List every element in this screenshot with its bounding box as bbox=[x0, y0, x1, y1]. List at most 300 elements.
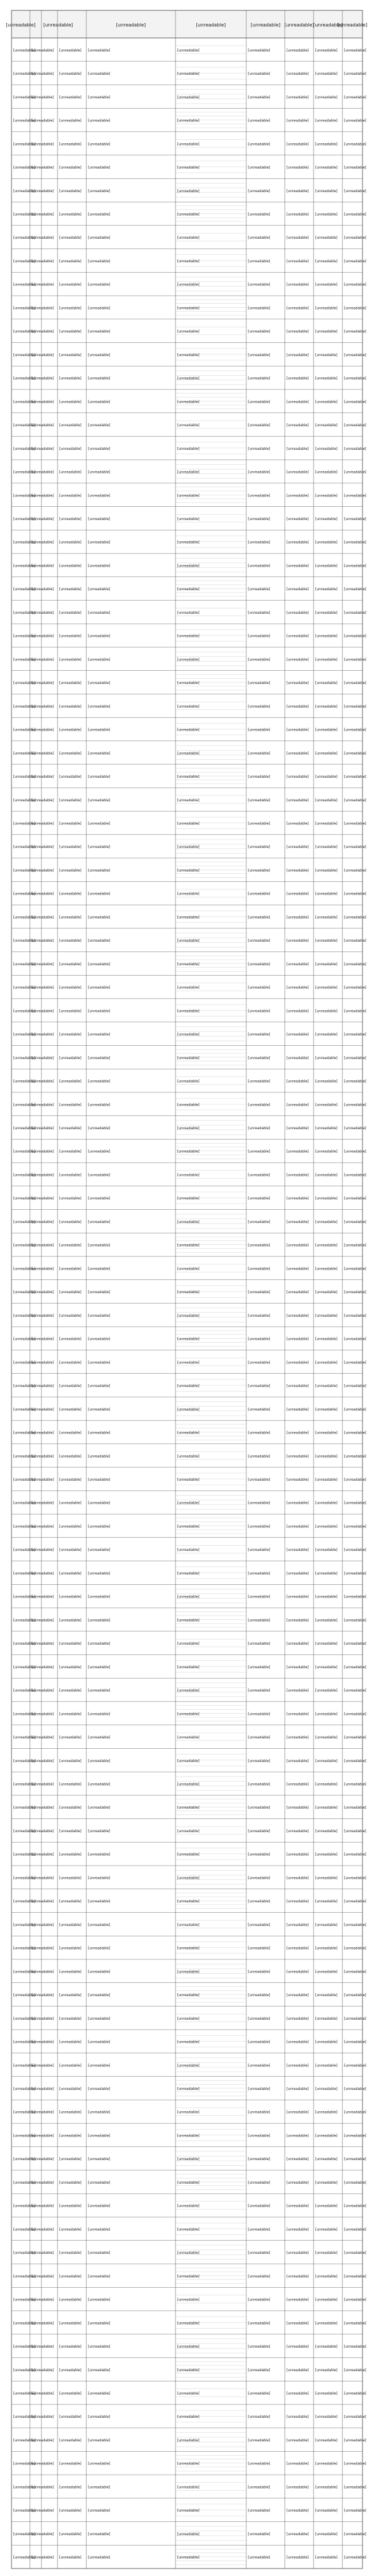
table-cell: [unreadable] bbox=[13, 775, 36, 779]
table-cell: [unreadable] bbox=[315, 1337, 338, 1341]
table-cell: [unreadable] bbox=[344, 446, 367, 451]
table-cell: [unreadable] bbox=[248, 2555, 270, 2560]
table-cell: [unreadable] bbox=[315, 1173, 338, 1178]
table-cell: [unreadable] bbox=[88, 2110, 110, 2115]
table-cell: [unreadable] bbox=[13, 1736, 36, 1740]
table-cell: [unreadable] bbox=[287, 1993, 309, 1998]
table-cell: [unreadable] bbox=[315, 494, 338, 498]
table-cell: [unreadable] bbox=[59, 634, 82, 639]
table-cell: [unreadable] bbox=[59, 564, 82, 568]
table-cell: [unreadable] bbox=[344, 1946, 367, 1951]
table-cell: [unreadable] bbox=[177, 330, 200, 334]
table-cell: [unreadable] bbox=[88, 517, 110, 521]
table-cell: [unreadable] bbox=[88, 845, 110, 850]
table-cell: [unreadable] bbox=[287, 939, 309, 943]
table-cell: [unreadable] bbox=[344, 610, 367, 615]
table-cell: [unreadable] bbox=[32, 1079, 54, 1084]
table-cell: [unreadable] bbox=[13, 1665, 36, 1669]
table-cell: [unreadable] bbox=[177, 48, 200, 53]
table-cell: [unreadable] bbox=[32, 1665, 54, 1669]
table-cell: [unreadable] bbox=[32, 1829, 54, 1833]
table-cell: [unreadable] bbox=[287, 1736, 309, 1740]
table-cell: [unreadable] bbox=[315, 212, 338, 217]
table-cell: [unreadable] bbox=[287, 2251, 309, 2256]
table-cell: [unreadable] bbox=[32, 517, 54, 521]
table-cell: [unreadable] bbox=[248, 2391, 270, 2396]
table-cell: [unreadable] bbox=[88, 119, 110, 123]
table-cell: [unreadable] bbox=[344, 1431, 367, 1435]
table-cell: [unreadable] bbox=[248, 236, 270, 240]
table-cell: [unreadable] bbox=[177, 259, 200, 263]
table-cell: [unreadable] bbox=[88, 2180, 110, 2185]
table-cell: [unreadable] bbox=[32, 704, 54, 709]
table-cell: [unreadable] bbox=[13, 2321, 36, 2326]
table-cell: [unreadable] bbox=[315, 1501, 338, 1505]
table-cell: [unreadable] bbox=[177, 1782, 200, 1787]
table-cell: [unreadable] bbox=[344, 376, 367, 381]
table-cell: [unreadable] bbox=[287, 2485, 309, 2490]
table-cell: [unreadable] bbox=[248, 1407, 270, 1412]
table-cell: [unreadable] bbox=[13, 494, 36, 498]
table-cell: [unreadable] bbox=[88, 2462, 110, 2466]
table-cell: [unreadable] bbox=[13, 423, 36, 428]
table-cell: [unreadable] bbox=[32, 1103, 54, 1107]
table-cell: [unreadable] bbox=[13, 376, 36, 381]
table-cell: [unreadable] bbox=[177, 1970, 200, 1974]
table-cell: [unreadable] bbox=[59, 1103, 82, 1107]
table-cell: [unreadable] bbox=[59, 1571, 82, 1576]
table-cell: [unreadable] bbox=[344, 330, 367, 334]
table-cell: [unreadable] bbox=[59, 1806, 82, 1810]
table-cell: [unreadable] bbox=[88, 1407, 110, 1412]
table-cell: [unreadable] bbox=[248, 2298, 270, 2302]
table-cell: [unreadable] bbox=[287, 1477, 309, 1482]
table-cell: [unreadable] bbox=[59, 2485, 82, 2490]
table-cell: [unreadable] bbox=[287, 845, 309, 850]
table-cell: [unreadable] bbox=[32, 915, 54, 920]
table-cell: [unreadable] bbox=[88, 1360, 110, 1365]
table-cell: [unreadable] bbox=[177, 610, 200, 615]
table-cell: [unreadable] bbox=[287, 1642, 309, 1646]
table-cell: [unreadable] bbox=[248, 1829, 270, 1833]
table-cell: [unreadable] bbox=[344, 1782, 367, 1787]
table-cell: [unreadable] bbox=[287, 330, 309, 334]
table-cell: [unreadable] bbox=[287, 2321, 309, 2326]
table-cell: [unreadable] bbox=[344, 2438, 367, 2443]
table-cell: [unreadable] bbox=[315, 1595, 338, 1599]
table-cell: [unreadable] bbox=[32, 798, 54, 802]
table-cell: [unreadable] bbox=[248, 892, 270, 896]
table-cell: [unreadable] bbox=[32, 1033, 54, 1037]
table-cell: [unreadable] bbox=[32, 212, 54, 217]
table-cell: [unreadable] bbox=[59, 1033, 82, 1037]
table-cell: [unreadable] bbox=[248, 1149, 270, 1154]
table-cell: [unreadable] bbox=[88, 1736, 110, 1740]
table-cell: [unreadable] bbox=[248, 1548, 270, 1553]
table-cell: [unreadable] bbox=[88, 470, 110, 475]
table-cell: [unreadable] bbox=[287, 1595, 309, 1599]
table-cell: [unreadable] bbox=[88, 259, 110, 263]
table-cell: [unreadable] bbox=[248, 728, 270, 732]
table-cell: [unreadable] bbox=[344, 1173, 367, 1178]
table-cell: [unreadable] bbox=[248, 470, 270, 475]
table-cell: [unreadable] bbox=[315, 353, 338, 357]
table-cell: [unreadable] bbox=[344, 985, 367, 990]
table-cell: [unreadable] bbox=[32, 845, 54, 850]
table-cell: [unreadable] bbox=[315, 1290, 338, 1295]
table-cell: [unreadable] bbox=[59, 775, 82, 779]
table-cell: [unreadable] bbox=[13, 1899, 36, 1904]
table-cell: [unreadable] bbox=[315, 470, 338, 475]
table-cell: [unreadable] bbox=[177, 446, 200, 451]
table-cell: [unreadable] bbox=[287, 868, 309, 873]
table-cell: [unreadable] bbox=[13, 1923, 36, 1927]
table-cell: [unreadable] bbox=[344, 423, 367, 428]
table-cell: [unreadable] bbox=[287, 798, 309, 802]
table-cell: [unreadable] bbox=[315, 962, 338, 966]
table-cell: [unreadable] bbox=[315, 119, 338, 123]
table-cell: [unreadable] bbox=[315, 1126, 338, 1131]
table-cell: [unreadable] bbox=[177, 2204, 200, 2208]
table-cell: [unreadable] bbox=[88, 564, 110, 568]
table-cell: [unreadable] bbox=[59, 446, 82, 451]
table-cell: [unreadable] bbox=[13, 306, 36, 311]
table-cell: [unreadable] bbox=[315, 1267, 338, 1271]
table-cell: [unreadable] bbox=[315, 1477, 338, 1482]
table-cell: [unreadable] bbox=[177, 540, 200, 545]
table-cell: [unreadable] bbox=[88, 1782, 110, 1787]
table-cell: [unreadable] bbox=[248, 1313, 270, 1318]
table-cell: [unreadable] bbox=[13, 470, 36, 475]
table-cell: [unreadable] bbox=[32, 72, 54, 77]
table-cell: [unreadable] bbox=[32, 2555, 54, 2560]
table-cell: [unreadable] bbox=[177, 400, 200, 404]
table-cell: [unreadable] bbox=[13, 1501, 36, 1505]
table-cell: [unreadable] bbox=[59, 2321, 82, 2326]
table-cell: [unreadable] bbox=[13, 564, 36, 568]
table-cell: [unreadable] bbox=[59, 376, 82, 381]
table-cell: [unreadable] bbox=[59, 915, 82, 920]
table-cell: [unreadable] bbox=[315, 282, 338, 287]
table-cell: [unreadable] bbox=[59, 2438, 82, 2443]
table-cell: [unreadable] bbox=[13, 962, 36, 966]
table-cell: [unreadable] bbox=[59, 1712, 82, 1717]
table-cell: [unreadable] bbox=[177, 1665, 200, 1669]
table-cell: [unreadable] bbox=[59, 610, 82, 615]
table-cell: [unreadable] bbox=[13, 2134, 36, 2138]
table-cell: [unreadable] bbox=[248, 962, 270, 966]
table-cell: [unreadable] bbox=[88, 1431, 110, 1435]
table-cell: [unreadable] bbox=[315, 376, 338, 381]
table-cell: [unreadable] bbox=[248, 2485, 270, 2490]
table-cell: [unreadable] bbox=[248, 423, 270, 428]
table-cell: [unreadable] bbox=[248, 2016, 270, 2021]
table-cell: [unreadable] bbox=[177, 564, 200, 568]
table-cell: [unreadable] bbox=[59, 962, 82, 966]
table-cell: [unreadable] bbox=[13, 1220, 36, 1224]
table-cell: [unreadable] bbox=[59, 2532, 82, 2536]
table-cell: [unreadable] bbox=[315, 2180, 338, 2185]
table-cell: [unreadable] bbox=[13, 2391, 36, 2396]
table-cell: [unreadable] bbox=[177, 798, 200, 802]
table-cell: [unreadable] bbox=[344, 798, 367, 802]
table-cell: [unreadable] bbox=[32, 610, 54, 615]
table-cell: [unreadable] bbox=[88, 915, 110, 920]
table-cell: [unreadable] bbox=[287, 1079, 309, 1084]
table-cell: [unreadable] bbox=[88, 939, 110, 943]
table-cell: [unreadable] bbox=[287, 985, 309, 990]
table-cell: [unreadable] bbox=[32, 2368, 54, 2372]
table-cell: [unreadable] bbox=[13, 985, 36, 990]
table-cell: [unreadable] bbox=[32, 1806, 54, 1810]
table-cell: [unreadable] bbox=[315, 681, 338, 686]
table-cell: [unreadable] bbox=[287, 1712, 309, 1717]
table-cell: [unreadable] bbox=[287, 821, 309, 826]
table-cell: [unreadable] bbox=[315, 1688, 338, 1693]
table-cell: [unreadable] bbox=[177, 1009, 200, 1014]
table-cell: [unreadable] bbox=[88, 1454, 110, 1459]
table-cell: [unreadable] bbox=[344, 1736, 367, 1740]
table-cell: [unreadable] bbox=[248, 2204, 270, 2208]
table-cell: [unreadable] bbox=[88, 1033, 110, 1037]
table-cell: [unreadable] bbox=[315, 658, 338, 662]
table-cell: [unreadable] bbox=[248, 2110, 270, 2115]
table-cell: [unreadable] bbox=[177, 72, 200, 77]
table-cell: [unreadable] bbox=[13, 1149, 36, 1154]
table-cell: [unreadable] bbox=[177, 1477, 200, 1482]
table-cell: [unreadable] bbox=[13, 610, 36, 615]
table-cell: [unreadable] bbox=[315, 821, 338, 826]
table-cell: [unreadable] bbox=[177, 1243, 200, 1248]
table-cell: [unreadable] bbox=[32, 587, 54, 592]
table-cell: [unreadable] bbox=[344, 775, 367, 779]
table-cell: [unreadable] bbox=[248, 915, 270, 920]
table-cell: [unreadable] bbox=[248, 259, 270, 263]
table-cell: [unreadable] bbox=[344, 2532, 367, 2536]
table-cell: [unreadable] bbox=[287, 95, 309, 100]
table-cell: [unreadable] bbox=[287, 1033, 309, 1037]
table-cell: [unreadable] bbox=[59, 259, 82, 263]
table-cell: [unreadable] bbox=[344, 2462, 367, 2466]
table-cell: [unreadable] bbox=[287, 1946, 309, 1951]
table-cell: [unreadable] bbox=[177, 2532, 200, 2536]
table-cell: [unreadable] bbox=[32, 751, 54, 756]
table-cell: [unreadable] bbox=[177, 306, 200, 311]
table-cell: [unreadable] bbox=[344, 658, 367, 662]
table-cell: [unreadable] bbox=[344, 95, 367, 100]
table-cell: [unreadable] bbox=[248, 939, 270, 943]
table-cell: [unreadable] bbox=[32, 1197, 54, 1201]
table-cell: [unreadable] bbox=[88, 962, 110, 966]
table-cell: [unreadable] bbox=[13, 446, 36, 451]
table-cell: [unreadable] bbox=[344, 1220, 367, 1224]
table-cell: [unreadable] bbox=[32, 821, 54, 826]
table-cell: [unreadable] bbox=[177, 1829, 200, 1833]
table-cell: [unreadable] bbox=[88, 1197, 110, 1201]
table-cell: [unreadable] bbox=[248, 1267, 270, 1271]
table-cell: [unreadable] bbox=[177, 892, 200, 896]
table-cell: [unreadable] bbox=[32, 1360, 54, 1365]
table-cell: [unreadable] bbox=[315, 2298, 338, 2302]
table-cell: [unreadable] bbox=[248, 2087, 270, 2092]
table-cell: [unreadable] bbox=[315, 1220, 338, 1224]
table-cell: [unreadable] bbox=[248, 1571, 270, 1576]
table-cell: [unreadable] bbox=[315, 142, 338, 147]
table-cell: [unreadable] bbox=[177, 517, 200, 521]
table-cell: [unreadable] bbox=[59, 2157, 82, 2162]
table-cell: [unreadable] bbox=[88, 1595, 110, 1599]
table-cell: [unreadable] bbox=[344, 704, 367, 709]
table-cell: [unreadable] bbox=[315, 939, 338, 943]
table-cell: [unreadable] bbox=[177, 751, 200, 756]
table-cell: [unreadable] bbox=[32, 728, 54, 732]
table-cell: [unreadable] bbox=[315, 1665, 338, 1669]
table-cell: [unreadable] bbox=[32, 1759, 54, 1763]
header-cell: [unreadable] bbox=[337, 22, 368, 28]
table-cell: [unreadable] bbox=[287, 2415, 309, 2420]
table-cell: [unreadable] bbox=[248, 330, 270, 334]
table-cell: [unreadable] bbox=[248, 2438, 270, 2443]
table-cell: [unreadable] bbox=[287, 2532, 309, 2536]
table-cell: [unreadable] bbox=[344, 1009, 367, 1014]
table-cell: [unreadable] bbox=[88, 2555, 110, 2560]
table-cell: [unreadable] bbox=[344, 1477, 367, 1482]
table-cell: [unreadable] bbox=[13, 1571, 36, 1576]
table-cell: [unreadable] bbox=[315, 587, 338, 592]
table-cell: [unreadable] bbox=[13, 2227, 36, 2232]
table-cell: [unreadable] bbox=[32, 939, 54, 943]
table-cell: [unreadable] bbox=[315, 1009, 338, 1014]
table-cell: [unreadable] bbox=[344, 1267, 367, 1271]
table-cell: [unreadable] bbox=[177, 2040, 200, 2044]
table-cell: [unreadable] bbox=[32, 1899, 54, 1904]
table-cell: [unreadable] bbox=[177, 119, 200, 123]
table-cell: [unreadable] bbox=[88, 1056, 110, 1060]
table-cell: [unreadable] bbox=[32, 1431, 54, 1435]
table-cell: [unreadable] bbox=[177, 2462, 200, 2466]
table-cell: [unreadable] bbox=[344, 2134, 367, 2138]
table-cell: [unreadable] bbox=[32, 166, 54, 170]
table-cell: [unreadable] bbox=[287, 2345, 309, 2349]
table-cell: [unreadable] bbox=[32, 775, 54, 779]
table-cell: [unreadable] bbox=[88, 212, 110, 217]
table-cell: [unreadable] bbox=[287, 892, 309, 896]
table-cell: [unreadable] bbox=[59, 1454, 82, 1459]
table-cell: [unreadable] bbox=[177, 2555, 200, 2560]
table-cell: [unreadable] bbox=[59, 1736, 82, 1740]
table-cell: [unreadable] bbox=[315, 1970, 338, 1974]
table-cell: [unreadable] bbox=[287, 376, 309, 381]
table-cell: [unreadable] bbox=[13, 2462, 36, 2466]
table-cell: [unreadable] bbox=[287, 2298, 309, 2302]
table-cell: [unreadable] bbox=[315, 751, 338, 756]
table-cell: [unreadable] bbox=[248, 1197, 270, 1201]
table-cell: [unreadable] bbox=[287, 517, 309, 521]
table-cell: [unreadable] bbox=[88, 1079, 110, 1084]
table-cell: [unreadable] bbox=[88, 2016, 110, 2021]
table-border bbox=[12, 10, 362, 2569]
table-cell: [unreadable] bbox=[315, 2321, 338, 2326]
table-cell: [unreadable] bbox=[248, 1079, 270, 1084]
table-cell: [unreadable] bbox=[177, 2415, 200, 2420]
table-cell: [unreadable] bbox=[13, 728, 36, 732]
table-cell: [unreadable] bbox=[32, 1056, 54, 1060]
table-cell: [unreadable] bbox=[344, 728, 367, 732]
table-cell: [unreadable] bbox=[177, 1384, 200, 1389]
table-cell: [unreadable] bbox=[248, 1595, 270, 1599]
table-cell: [unreadable] bbox=[32, 1852, 54, 1857]
table-cell: [unreadable] bbox=[177, 704, 200, 709]
table-cell: [unreadable] bbox=[248, 1477, 270, 1482]
table-cell: [unreadable] bbox=[59, 1337, 82, 1341]
table-cell: [unreadable] bbox=[59, 1313, 82, 1318]
table-cell: [unreadable] bbox=[13, 2157, 36, 2162]
table-cell: [unreadable] bbox=[88, 704, 110, 709]
table-cell: [unreadable] bbox=[287, 1782, 309, 1787]
table-cell: [unreadable] bbox=[88, 142, 110, 147]
table-cell: [unreadable] bbox=[315, 517, 338, 521]
table-cell: [unreadable] bbox=[177, 1056, 200, 1060]
table-cell: [unreadable] bbox=[248, 540, 270, 545]
table-cell: [unreadable] bbox=[315, 1313, 338, 1318]
table-cell: [unreadable] bbox=[13, 282, 36, 287]
table-cell: [unreadable] bbox=[287, 2180, 309, 2185]
table-cell: [unreadable] bbox=[315, 1056, 338, 1060]
table-cell: [unreadable] bbox=[344, 868, 367, 873]
table-cell: [unreadable] bbox=[177, 915, 200, 920]
table-cell: [unreadable] bbox=[32, 1313, 54, 1318]
table-cell: [unreadable] bbox=[248, 1126, 270, 1131]
table-cell: [unreadable] bbox=[32, 2110, 54, 2115]
table-cell: [unreadable] bbox=[59, 1220, 82, 1224]
table-cell: [unreadable] bbox=[287, 1688, 309, 1693]
table-cell: [unreadable] bbox=[88, 189, 110, 193]
table-cell: [unreadable] bbox=[177, 1923, 200, 1927]
table-cell: [unreadable] bbox=[248, 1524, 270, 1529]
table-cell: [unreadable] bbox=[59, 1618, 82, 1623]
table-cell: [unreadable] bbox=[13, 2274, 36, 2279]
table-cell: [unreadable] bbox=[88, 2204, 110, 2208]
table-cell: [unreadable] bbox=[344, 1595, 367, 1599]
table-cell: [unreadable] bbox=[287, 1220, 309, 1224]
table-cell: [unreadable] bbox=[287, 2438, 309, 2443]
table-cell: [unreadable] bbox=[88, 1290, 110, 1295]
table-cell: [unreadable] bbox=[287, 728, 309, 732]
table-cell: [unreadable] bbox=[287, 1829, 309, 1833]
table-cell: [unreadable] bbox=[13, 2368, 36, 2372]
table-cell: [unreadable] bbox=[59, 236, 82, 240]
table-cell: [unreadable] bbox=[315, 48, 338, 53]
table-cell: [unreadable] bbox=[59, 1009, 82, 1014]
table-cell: [unreadable] bbox=[32, 2532, 54, 2536]
table-cell: [unreadable] bbox=[248, 2532, 270, 2536]
table-cell: [unreadable] bbox=[59, 1852, 82, 1857]
table-cell: [unreadable] bbox=[59, 1126, 82, 1131]
table-cell: [unreadable] bbox=[32, 1290, 54, 1295]
table-cell: [unreadable] bbox=[287, 2391, 309, 2396]
table-cell: [unreadable] bbox=[59, 2204, 82, 2208]
table-cell: [unreadable] bbox=[287, 634, 309, 639]
table-cell: [unreadable] bbox=[287, 2016, 309, 2021]
table-cell: [unreadable] bbox=[13, 1876, 36, 1881]
table-cell: [unreadable] bbox=[248, 72, 270, 77]
table-cell: [unreadable] bbox=[13, 868, 36, 873]
table-cell: [unreadable] bbox=[59, 2298, 82, 2302]
table-cell: [unreadable] bbox=[248, 189, 270, 193]
table-cell: [unreadable] bbox=[177, 2321, 200, 2326]
table-cell: [unreadable] bbox=[13, 1688, 36, 1693]
table-cell: [unreadable] bbox=[177, 868, 200, 873]
